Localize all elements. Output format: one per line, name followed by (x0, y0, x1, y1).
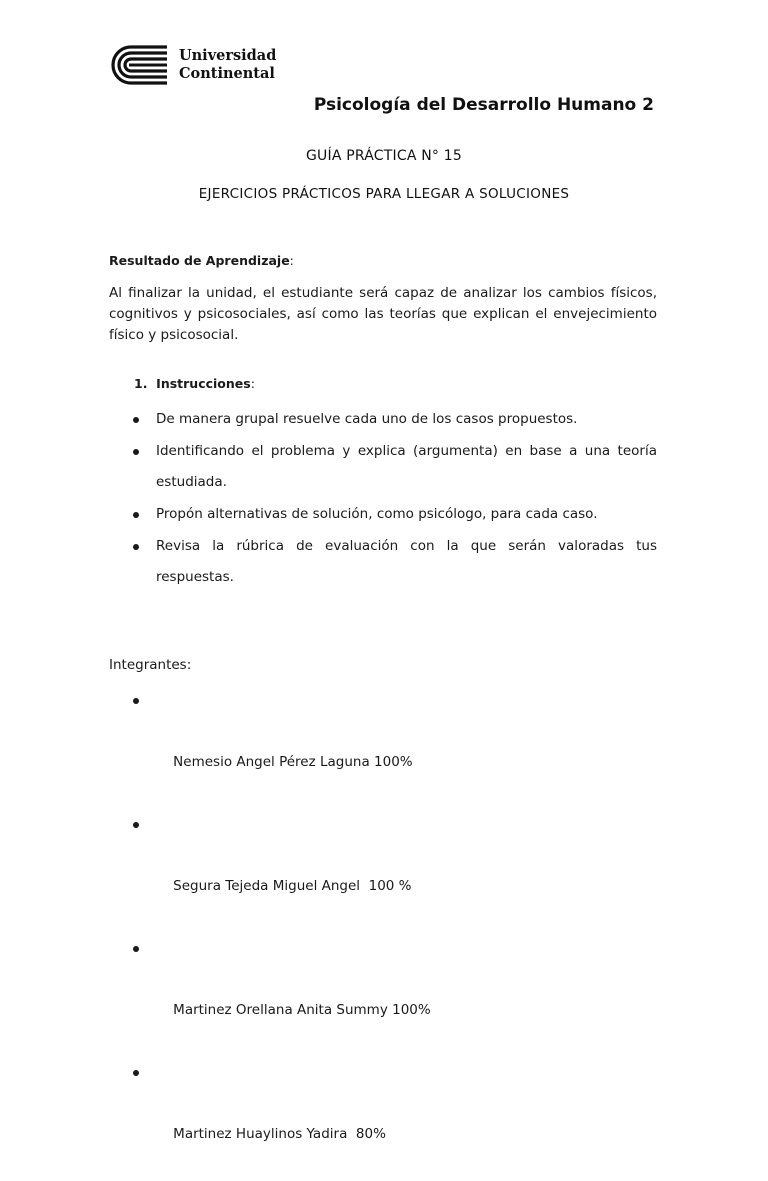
member-name: Nemesio Angel Pérez Laguna 100% (173, 754, 413, 770)
instruction-item (109, 499, 657, 530)
instructions-label: Instrucciones (156, 376, 251, 391)
logo-wordmark (179, 47, 276, 83)
instructions-number: 1. (134, 376, 148, 391)
instruction-item (109, 531, 657, 593)
members-label: Integrantes: (109, 657, 192, 673)
logo-line-1: Universidad (179, 47, 277, 64)
instruction-text: De manera grupal resuelve cada uno de los casos propuestos. (156, 411, 578, 427)
bullet-icon (133, 1070, 139, 1076)
bullet-icon (133, 512, 139, 518)
instruction-item (109, 404, 657, 435)
guide-title: GUÍA PRÁCTICA N° 15 (306, 148, 462, 164)
university-logo (109, 43, 276, 87)
bullet-icon (133, 698, 139, 704)
instruction-text: Identificando el problema y explica (argumenta) en base a una teoría estudiada. (156, 443, 657, 490)
instructions-list (109, 404, 657, 594)
bullet-icon (133, 544, 139, 550)
member-item (109, 809, 657, 933)
learning-outcome-colon: : (289, 253, 294, 268)
instruction-text: Revisa la rúbrica de evaluación con la que serán valoradas tus respuestas. (156, 538, 657, 585)
member-name: Segura Tejeda Miguel Angel 100 % (173, 878, 412, 894)
member-name: Martinez Huaylinos Yadira 80% (173, 1126, 386, 1142)
learning-outcome-text: Al finalizar la unidad, el estudiante será capaz de analizar los cambios físicos, cognitivos y psicosociales, así como las teorías que explican el envejecimiento físico y psicosocial. (109, 285, 657, 343)
guide-subtitle: EJERCICIOS PRÁCTICOS PARA LLEGAR A SOLUCIONES (198, 186, 570, 202)
bullet-icon (133, 449, 139, 455)
bullet-icon (133, 946, 139, 952)
member-name: Martinez Orellana Anita Summy 100% (173, 1002, 431, 1018)
continental-c-logo-icon (109, 43, 169, 87)
member-item (109, 685, 657, 809)
instruction-text: Propón alternativas de solución, como psicólogo, para cada caso. (156, 506, 598, 522)
member-item (109, 1057, 657, 1181)
bullet-icon (133, 417, 139, 423)
logo-line-2: Continental (179, 65, 275, 82)
bullet-icon (133, 822, 139, 828)
instructions-colon: : (250, 376, 255, 391)
course-title: Psicología del Desarrollo Humano 2 (313, 95, 654, 115)
instructions-heading (134, 376, 255, 391)
learning-outcome-heading (109, 253, 294, 268)
instruction-item (109, 436, 657, 498)
members-list (109, 685, 657, 1181)
learning-outcome-label: Resultado de Aprendizaje (109, 253, 290, 268)
member-item (109, 933, 657, 1057)
